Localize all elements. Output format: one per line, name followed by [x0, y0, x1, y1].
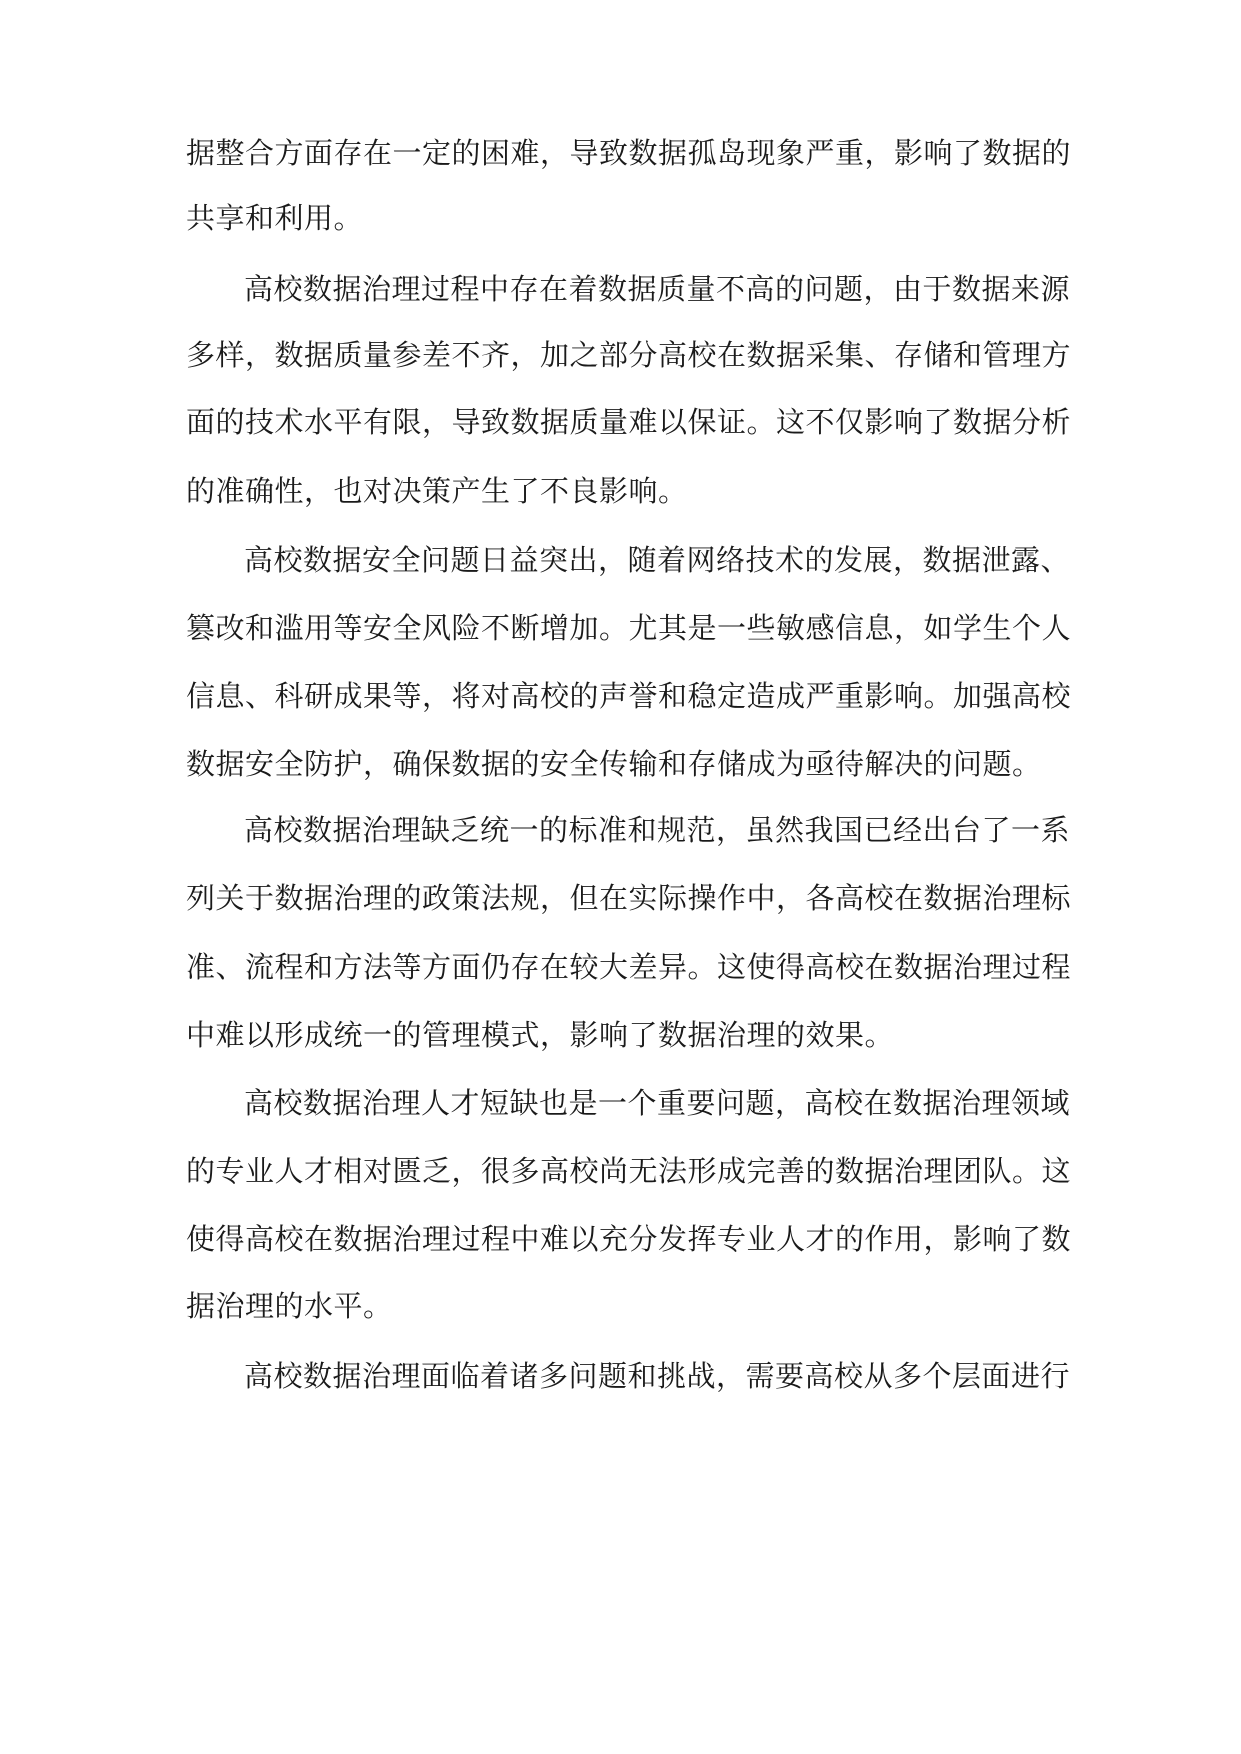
paragraph-5-line-1: 高校数据治理人才短缺也是一个重要问题，高校在数据治理领域	[244, 1086, 1071, 1120]
paragraph-4-line-1: 高校数据治理缺乏统一的标准和规范，虽然我国已经出台了一系	[244, 813, 1071, 847]
paragraph-2-line-3: 面的技术水平有限，导致数据质量难以保证。这不仅影响了数据分析	[186, 405, 1072, 439]
paragraph-4-line-3: 准、流程和方法等方面仍存在较大差异。这使得高校在数据治理过程	[186, 950, 1072, 984]
paragraph-5-line-3: 使得高校在数据治理过程中难以充分发挥专业人才的作用，影响了数	[186, 1222, 1072, 1256]
paragraph-5-line-2: 的专业人才相对匮乏，很多高校尚无法形成完善的数据治理团队。这	[186, 1154, 1072, 1188]
paragraph-1-line-2: 共享和利用。	[186, 201, 364, 235]
paragraph-1-line-1: 据整合方面存在一定的困难，导致数据孤岛现象严重，影响了数据的	[186, 136, 1072, 170]
paragraph-4-line-2: 列关于数据治理的政策法规，但在实际操作中，各高校在数据治理标	[186, 881, 1072, 915]
paragraph-2-line-1: 高校数据治理过程中存在着数据质量不高的问题，由于数据来源	[244, 272, 1071, 306]
paragraph-2-line-2: 多样，数据质量参差不齐，加之部分高校在数据采集、存储和管理方	[186, 338, 1072, 372]
paragraph-4-line-4: 中难以形成统一的管理模式，影响了数据治理的效果。	[186, 1018, 895, 1052]
paragraph-6-line-1: 高校数据治理面临着诸多问题和挑战，需要高校从多个层面进行	[244, 1359, 1071, 1393]
paragraph-3-line-4: 数据安全防护，确保数据的安全传输和存储成为亟待解决的问题。	[186, 747, 1042, 781]
paragraph-3-line-2: 篡改和滥用等安全风险不断增加。尤其是一些敏感信息，如学生个人	[186, 611, 1072, 645]
paragraph-2-line-4: 的准确性，也对决策产生了不良影响。	[186, 474, 688, 508]
paragraph-3-line-1: 高校数据安全问题日益突出，随着网络技术的发展，数据泄露、	[244, 543, 1071, 577]
paragraph-3-line-3: 信息、科研成果等，将对高校的声誉和稳定造成严重影响。加强高校	[186, 679, 1072, 713]
paragraph-5-line-4: 据治理的水平。	[186, 1289, 393, 1323]
